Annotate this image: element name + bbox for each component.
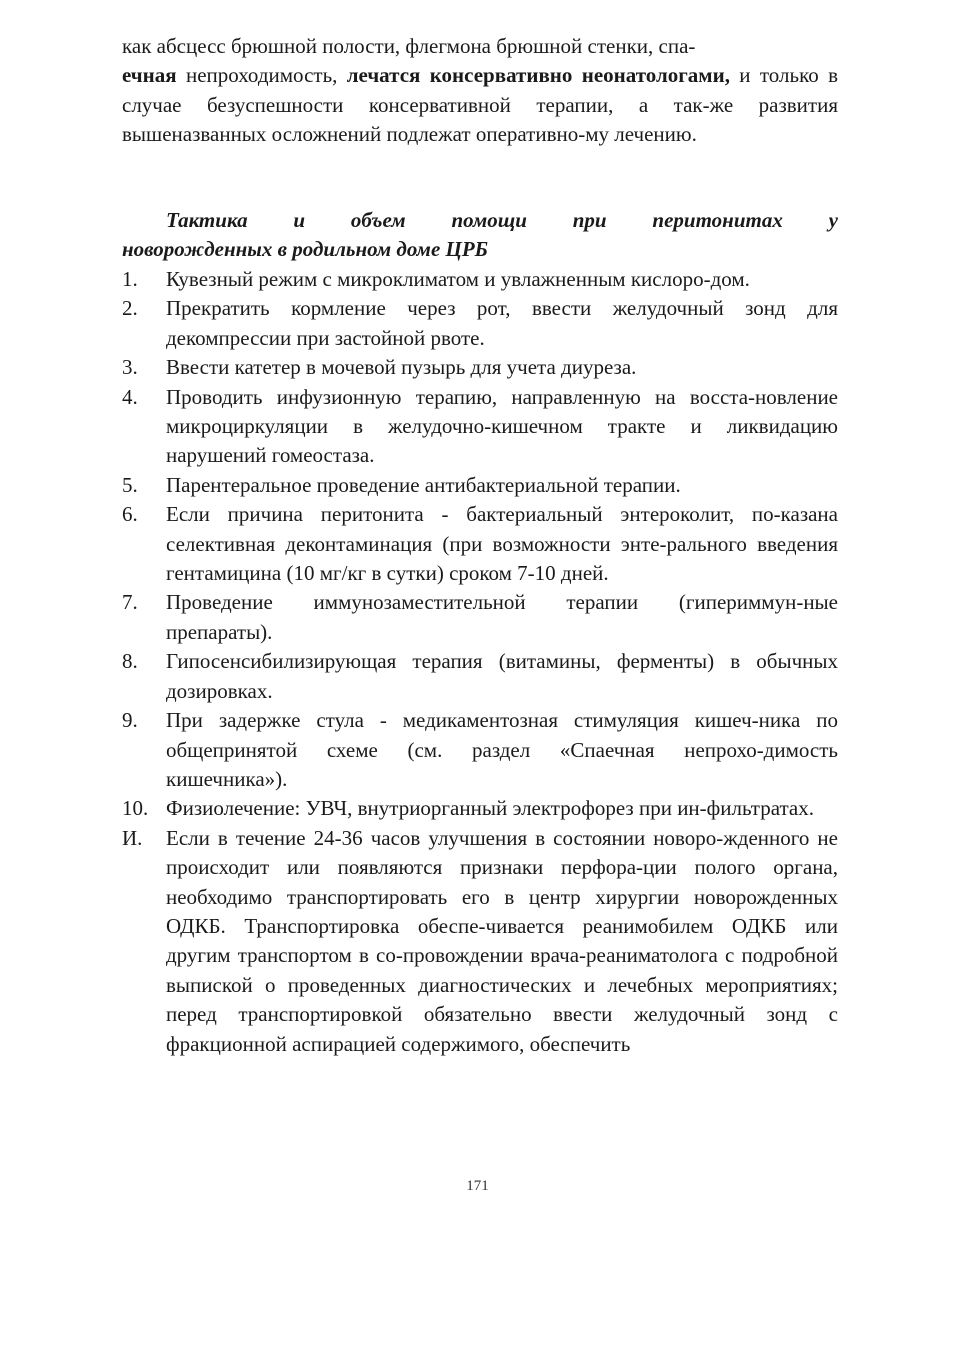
list-item-text: Проводить инфузионную терапию, направленную на восста-новление микроциркуляции в желудочно-кишечном тракте и ликвидацию нарушений гомеостаза. [166,384,838,468]
list-item-text: Ввести катетер в мочевой пузырь для учета диуреза. [166,355,637,380]
list-item [122,706,838,794]
list-item [122,794,838,823]
list-item [122,383,838,471]
list-item-text: Гипосенсибилизирующая терапия (витамины, ферменты) в обычных дозировках. [166,649,838,703]
list-item-text: Физиолечение: УВЧ, внутриорганный электрофорез при ин-фильтратах. [166,796,814,821]
heading-line-2: новорожденных в родильном доме ЦРБ [122,237,489,262]
list-item [122,647,838,706]
intro-text-3: непроходимость, [176,63,347,88]
tactics-list [122,265,838,1059]
list-item-number: 8. [122,649,138,674]
page-number: 171 [466,1178,489,1194]
intro-bold-phrase: лечатся консервативно неонатологами, [346,63,730,88]
list-item [122,500,838,588]
list-item [122,294,838,353]
list-item-number: 2. [122,296,138,321]
list-item-number: И. [122,825,143,850]
heading-line-1: Тактика и объем помощи при перитонитах у [166,208,838,232]
list-item-number: 4. [122,384,138,409]
list-item [122,353,838,382]
list-item-number: 3. [122,355,138,380]
list-item-text: Если причина перитонита - бактериальный энтероколит, по-казана селективная деконтаминация (при возможности энте-рального введения гентамицина (10 мг/кг в сутки) сроком 7-10 дней. [166,502,838,586]
list-item-number: 9. [122,708,138,733]
intro-text-2: ечная [122,63,177,88]
list-item-text: Проведение иммунозаместительной терапии (гипериммун-ные препараты). [166,590,838,644]
intro-text-4: и только в случае безуспешности консервативной терапии, а так-же развития вышеназванных осложнений подлежат оперативно-му лечению. [122,63,838,147]
intro-paragraph [122,32,838,150]
list-item-text: Прекратить кормление через рот, ввести желудочный зонд для декомпрессии при застойной рвоте. [166,296,838,350]
list-item-text: При задержке стула - медикаментозная стимуляция кишеч-ника по общепринятой схеме (см. раздел «Спаечная непрохо-димость кишечника»). [166,708,838,791]
list-item-number: 10. [122,796,149,821]
intro-text-1: как абсцесс брюшной полости, флегмона брюшной стенки, спа- [122,34,696,58]
list-item-text: Если в течение 24-36 часов улучшения в состоянии новоро-жденного не происходит или появляются признаки перфора-ции полого органа, необходимо транспортировать его в центр хирургии новорожденных ОДКБ. Транспортировка обеспе-чивается реанимобилем ОДКБ или другим транспортом в со-провождении врача-реаниматолога с подробной выпиской о проведенных диагностических и лечебных мероприятиях; перед транспортировкой обязательно ввести желудочный зонд с фракционной аспирацией содержимого, обеспечить [166,825,838,1056]
list-item-number: 6. [122,502,138,527]
list-item [122,588,838,647]
list-item [122,265,838,294]
list-item-number: 5. [122,472,138,497]
list-item-number: 1. [122,267,138,291]
list-item [122,471,838,500]
list-item-text: Парентеральное проведение антибактериальной терапии. [166,472,681,497]
list-item [122,824,838,1059]
section-heading [122,206,838,265]
list-item-number: 7. [122,590,138,615]
list-item-text: Кувезный режим с микроклиматом и увлажненным кислоро-дом. [166,267,750,291]
